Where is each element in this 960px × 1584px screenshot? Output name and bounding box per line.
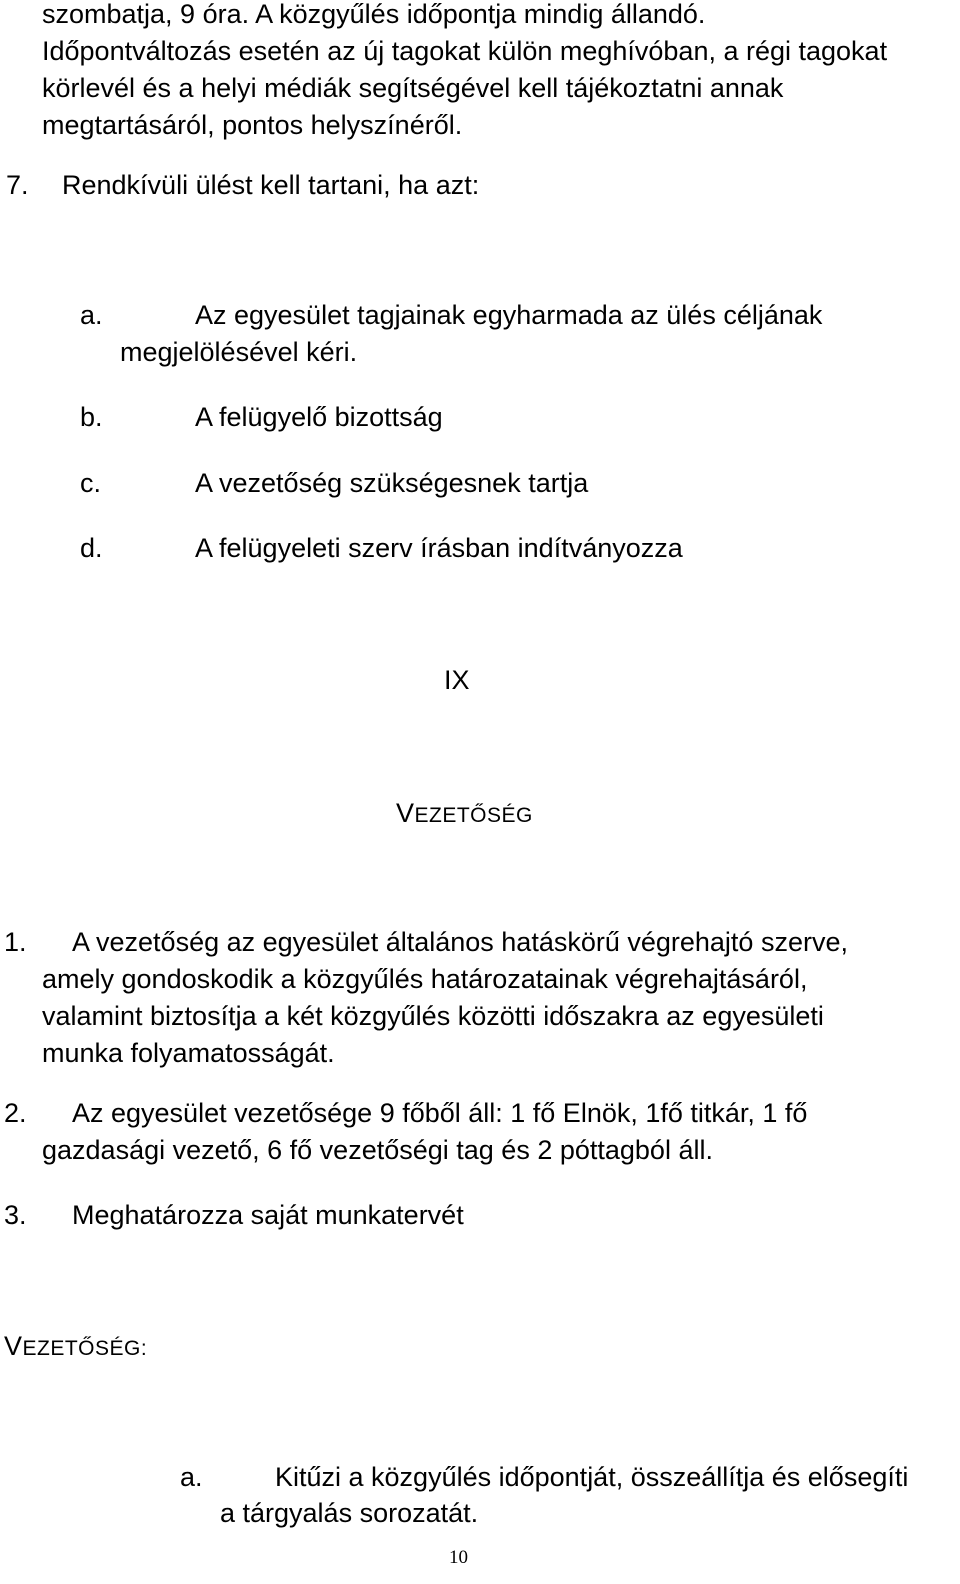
intro-paragraph [42, 0, 887, 144]
subheading-initial: V [4, 1331, 23, 1361]
section-line: munka folyamatosságát. [42, 1038, 335, 1068]
item-7-number: 7. [6, 170, 29, 200]
section-line [42, 1095, 807, 1132]
section-line: gazdasági vezető, 6 fő vezetőségi tag és 2 póttagból áll. [42, 1135, 713, 1165]
intro-line: körlevél és a helyi médiák segítségével kell tájékoztatni annak [42, 73, 784, 103]
duty-text-a: Kitűzi a közgyűlés időpontját, összeállítja és elősegíti [275, 1462, 909, 1492]
page-number: 10 [449, 1547, 468, 1568]
subitem-text-a: Az egyesület tagjainak egyharmada az ülés céljának [195, 300, 823, 330]
duty-letter-a: a. [180, 1462, 203, 1492]
section-line: amely gondoskodik a közgyűlés határozatainak végrehajtásáról, [42, 964, 808, 994]
section-1-number: 1. [4, 927, 27, 957]
section-3-text: Meghatározza saját munkatervét [72, 1200, 464, 1230]
subitem-text-b: A felügyelő bizottság [195, 402, 443, 432]
intro-line: szombatja, 9 óra. A közgyűlés időpontja mindig állandó. [42, 0, 706, 29]
subitem-text-a-continued: megjelölésével kéri. [120, 337, 358, 367]
section-line-text: A vezetőség az egyesület általános hatáskörű végrehajtó szerve, [72, 927, 848, 957]
subitem-letter-b: b. [80, 402, 103, 432]
section-3-number: 3. [4, 1200, 27, 1230]
subitem-letter-d: d. [80, 533, 103, 563]
intro-line: Időpontváltozás esetén az új tagokat külön meghívóban, a régi tagokat [42, 36, 888, 66]
section-2-number: 2. [4, 1098, 27, 1128]
subitem-text-d: A felügyeleti szerv írásban indítványozza [195, 533, 683, 563]
section-line-text: Az egyesület vezetősége 9 főből áll: 1 fő Elnök, 1fő titkár, 1 fő [72, 1098, 808, 1128]
duty-text-a-continued: a tárgyalás sorozatát. [220, 1498, 479, 1528]
section-2-text [42, 1095, 807, 1169]
subitem-letter-c: c. [80, 468, 102, 498]
subitem-text-c: A vezetőség szükségesnek tartja [195, 468, 589, 498]
subheading [4, 1328, 147, 1367]
section-1-text [42, 924, 848, 1072]
chapter-heading [396, 795, 533, 834]
chapter-roman-numeral: IX [444, 665, 470, 695]
intro-line: megtartásáról, pontos helyszínéről. [42, 110, 463, 140]
section-line [42, 924, 848, 961]
item-7-text: Rendkívüli ülést kell tartani, ha azt: [62, 170, 480, 200]
chapter-heading-rest: EZETŐSÉG [414, 804, 533, 827]
section-line: valamint biztosítja a két közgyűlés közötti időszakra az egyesületi [42, 1001, 824, 1031]
chapter-heading-initial: V [396, 798, 415, 828]
subitem-letter-a: a. [80, 300, 103, 330]
subheading-rest: EZETŐSÉG: [22, 1337, 148, 1360]
